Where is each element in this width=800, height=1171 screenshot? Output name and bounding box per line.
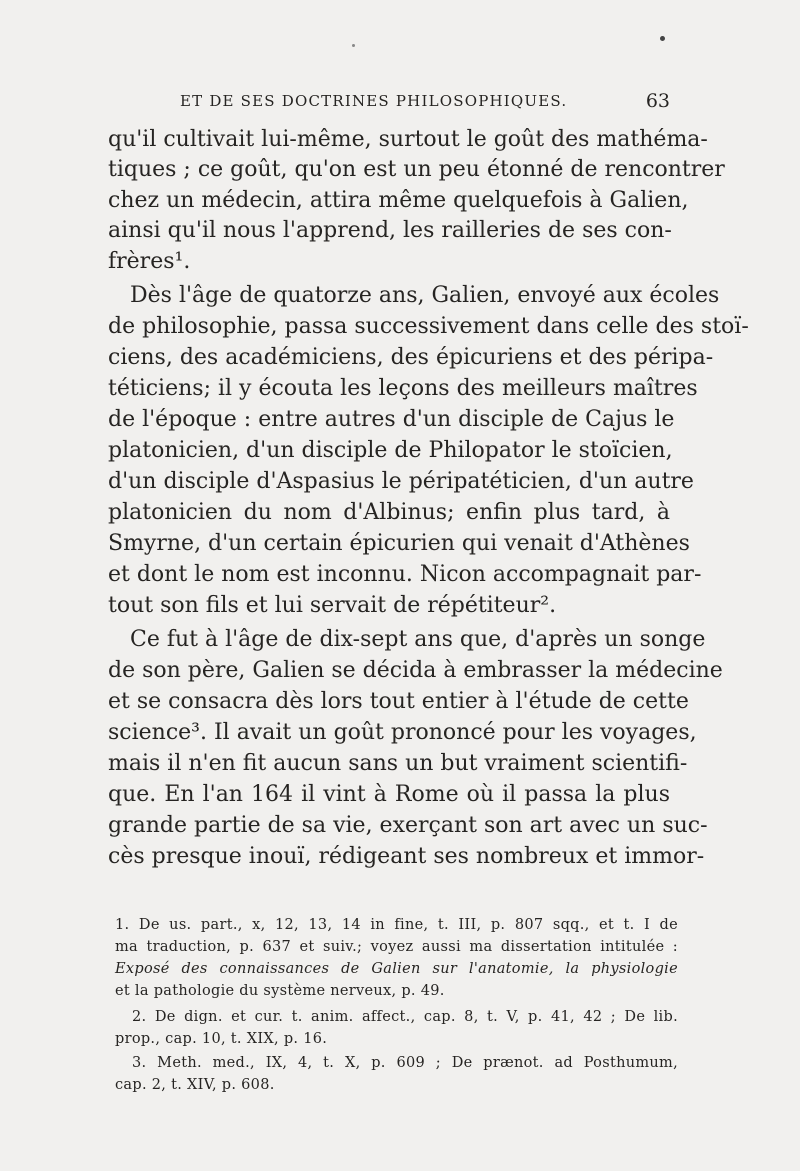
footnote-line: 1. De us. part., x, 12, 13, 14 in fine, t. III, p. 807 sqq., et t. I de — [115, 917, 678, 933]
text-line: de l'époque : entre autres d'un disciple de Cajus le — [108, 407, 675, 432]
footnote-line: 3. Meth. med., IX, 4, t. X, p. 609 ; De prænot. ad Posthumum, — [132, 1055, 678, 1071]
footnote-line: ma traduction, p. 637 et suiv.; voyez aussi ma dissertation intitulée : — [115, 939, 678, 955]
running-title: ET DE SES DOCTRINES PHILOSOPHIQUES. — [180, 92, 568, 110]
text-line: de philosophie, passa successivement dans celle des stoï- — [108, 314, 749, 339]
text-line: téticiens; il y écouta les leçons des meilleurs maîtres — [108, 376, 698, 401]
text-line: et se consacra dès lors tout entier à l'étude de cette — [108, 689, 689, 714]
footnote-line: Exposé des connaissances de Galien sur l'anatomie, la physiologie — [115, 961, 678, 977]
running-head — [110, 92, 670, 116]
text-line: grande partie de sa vie, exerçant son art avec un suc- — [108, 813, 708, 838]
text-line: et dont le nom est inconnu. Nicon accompagnait par- — [108, 562, 702, 587]
text-line: ainsi qu'il nous l'apprend, les railleries de ses con- — [108, 218, 672, 243]
text-line: frères¹. — [108, 249, 191, 274]
ink-speck-mark — [352, 44, 355, 47]
text-line: mais il n'en fit aucun sans un but vraiment scientifi- — [108, 751, 688, 776]
text-line: cès presque inouï, rédigeant ses nombreux et immor- — [108, 844, 705, 869]
text-line: Dès l'âge de quatorze ans, Galien, envoyé aux écoles — [130, 283, 720, 308]
text-line: tiques ; ce goût, qu'on est un peu étonné de rencontrer — [108, 157, 725, 182]
text-line: platonicien, d'un disciple de Philopator le stoïcien, — [108, 438, 673, 463]
footnote-line: 2. De dign. et cur. t. anim. affect., cap. 8, t. V, p. 41, 42 ; De lib. — [132, 1009, 678, 1025]
footnote-line: prop., cap. 10, t. XIX, p. 16. — [115, 1031, 328, 1047]
footnote-line: cap. 2, t. XIV, p. 608. — [115, 1077, 275, 1093]
text-line: d'un disciple d'Aspasius le péripatéticien, d'un autre — [108, 469, 694, 494]
page-number: 63 — [645, 90, 670, 112]
text-line: de son père, Galien se décida à embrasser la médecine — [108, 658, 723, 683]
text-line: qu'il cultivait lui-même, surtout le goût des mathéma- — [108, 127, 708, 152]
text-line: que. En l'an 164 il vint à Rome où il passa la plus — [108, 782, 670, 807]
footnote-line: et la pathologie du système nerveux, p. 49. — [115, 983, 445, 999]
text-line: Ce fut à l'âge de dix-sept ans que, d'après un songe — [130, 627, 706, 652]
text-line: tout son fils et lui servait de répétiteur². — [108, 593, 557, 618]
text-line: science³. Il avait un goût prononcé pour les voyages, — [108, 720, 697, 745]
text-line: chez un médecin, attira même quelquefois à Galien, — [108, 188, 689, 213]
text-line: platonicien du nom d'Albinus; enfin plus tard, à — [108, 500, 670, 525]
text-line: ciens, des académiciens, des épicuriens et des péripa- — [108, 345, 714, 370]
ink-speck-mark — [660, 36, 665, 41]
text-line: Smyrne, d'un certain épicurien qui venait d'Athènes — [108, 531, 690, 556]
